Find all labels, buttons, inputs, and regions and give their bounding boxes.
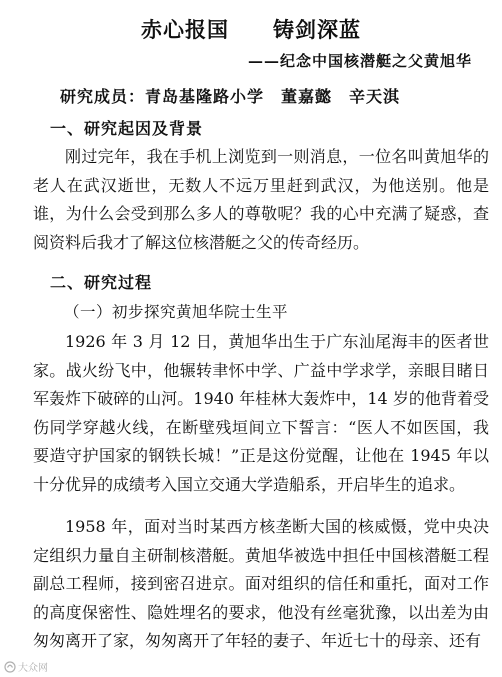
watermark-text: 大众网	[18, 663, 48, 674]
subsection-heading-biography: （一）初步探究黄旭华院士生平	[64, 303, 289, 321]
section-heading-process: 二、研究过程	[50, 273, 153, 292]
section-heading-background: 一、研究起因及背景	[50, 119, 204, 138]
research-members: 研究成员：青岛基隆路小学 董嘉懿 辛天淇	[60, 87, 401, 106]
paragraph-submarine-project: 1958 年，面对当时某西方核垄断大国的核威慑，党中央决定组织力量自主研制核潜艇。黄旭华被选中担任中国核潜艇工程副总工程师，接到密召进京。面对组织的信任和重托，面对工作的高度保密性、隐姓埋名的要求，他没有丝毫犹豫，以出差为由匆匆离开了家，匆匆离开了年轻的妻子、年近七十的母亲、还有	[33, 517, 489, 650]
paragraph-background: 刚过完年，我在手机上浏览到一则消息，一位名叫黄旭华的老人在武汉逝世，无数人不远万里赶到武汉，为他送别。他是谁，为什么会受到那么多人的尊敬呢？我的心中充满了疑惑，查阅资料后我才了解这位核潜艇之父的传奇经历。	[33, 147, 489, 252]
paragraph-biography: 1926 年 3 月 12 日，黄旭华出生于广东汕尾海丰的医者世家。战火纷飞中，他辗转聿怀中学、广益中学求学，亲眼目睹日军轰炸下破碎的山河。1940 年桂林大轰炸中，14 岁的他背着受伤同学穿越火线，在断壁残垣间立下誓言：“医人不如医国，我要造守护国家的钢铁长城！”正是这份觉醒，让他在 1945 年以十分优异的成绩考入国立交通大学造船系，开启毕生的追求。	[33, 332, 489, 494]
watermark	[4, 659, 48, 674]
logo-icon	[4, 661, 16, 673]
doc-subtitle: ——纪念中国核潜艇之父黄旭华	[247, 52, 472, 70]
doc-title: 赤心报国 铸剑深蓝	[141, 17, 361, 42]
